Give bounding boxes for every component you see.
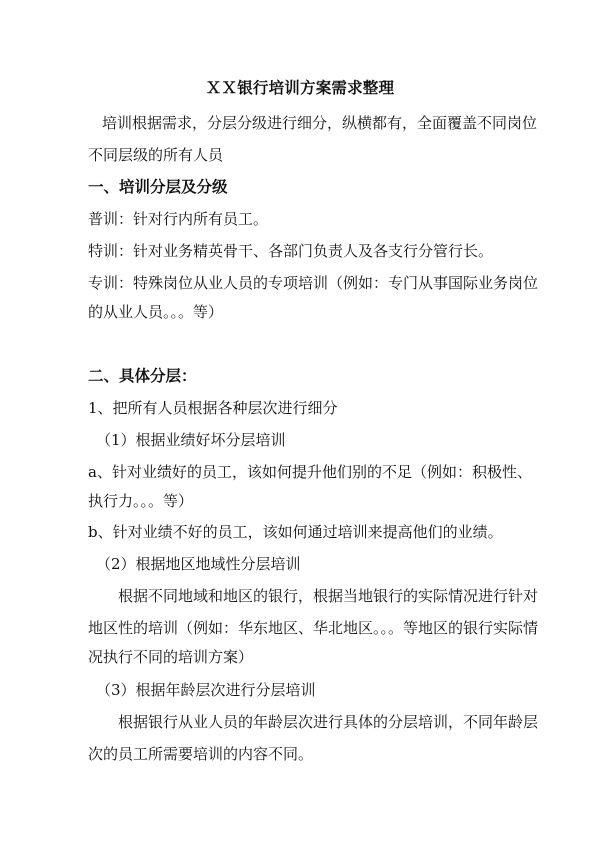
expert-training-item-line-1: 专训：特殊岗位从业人员的专项培训（例如：专门从事国际业务岗位 [88, 274, 539, 292]
sub1-item-a-line-1: a、针对业绩好的员工，该如何提升他们别的不足（例如：积极性、 [88, 463, 532, 481]
sub2-line-2: 地区性的培训（例如：华东地区、华北地区。。。等地区的银行实际情 [88, 619, 539, 637]
sub3-line-2: 次的员工所需要培训的内容不同。 [88, 745, 314, 763]
sub2-line-1: 根据不同地域和地区的银行，根据当地银行的实际情况进行针对 [118, 587, 539, 605]
intro-line-2: 不同层级的所有人员 [88, 146, 224, 164]
section1-heading: 一、培训分层及分级 [88, 177, 228, 196]
sub1-label: （1）根据业绩好坏分层培训 [96, 431, 286, 449]
expert-training-item-line-2: 的从业人员。。。等） [88, 303, 224, 321]
sub2-label: （2）根据地区地域性分层培训 [96, 555, 301, 573]
general-training-item: 普训：针对行内所有员工。 [88, 210, 269, 228]
intro-line-1: 培训根据需求，分层分级进行细分，纵横都有，全面覆盖不同岗位 [102, 114, 538, 132]
sub3-line-1: 根据银行从业人员的年龄层次进行具体的分层培训，不同年龄层 [118, 713, 539, 731]
section2-heading: 二、具体分层： [88, 366, 197, 385]
sub3-label: （3）根据年龄层次进行分层培训 [96, 681, 316, 699]
sub1-item-b: b、针对业绩不好的员工，该如何通过培训来提高他们的业绩。 [88, 523, 503, 541]
point-1: 1、把所有人员根据各种层次进行细分 [88, 399, 338, 417]
sub1-item-a-line-2: 执行力。。。等） [88, 492, 194, 510]
document-title: ＸＸ银行培训方案需求整理 [205, 78, 395, 97]
sub2-line-3: 况执行不同的培训方案） [88, 648, 254, 666]
special-training-item: 特训：针对业务精英骨干、各部门负责人及各支行分管行长。 [88, 242, 494, 260]
